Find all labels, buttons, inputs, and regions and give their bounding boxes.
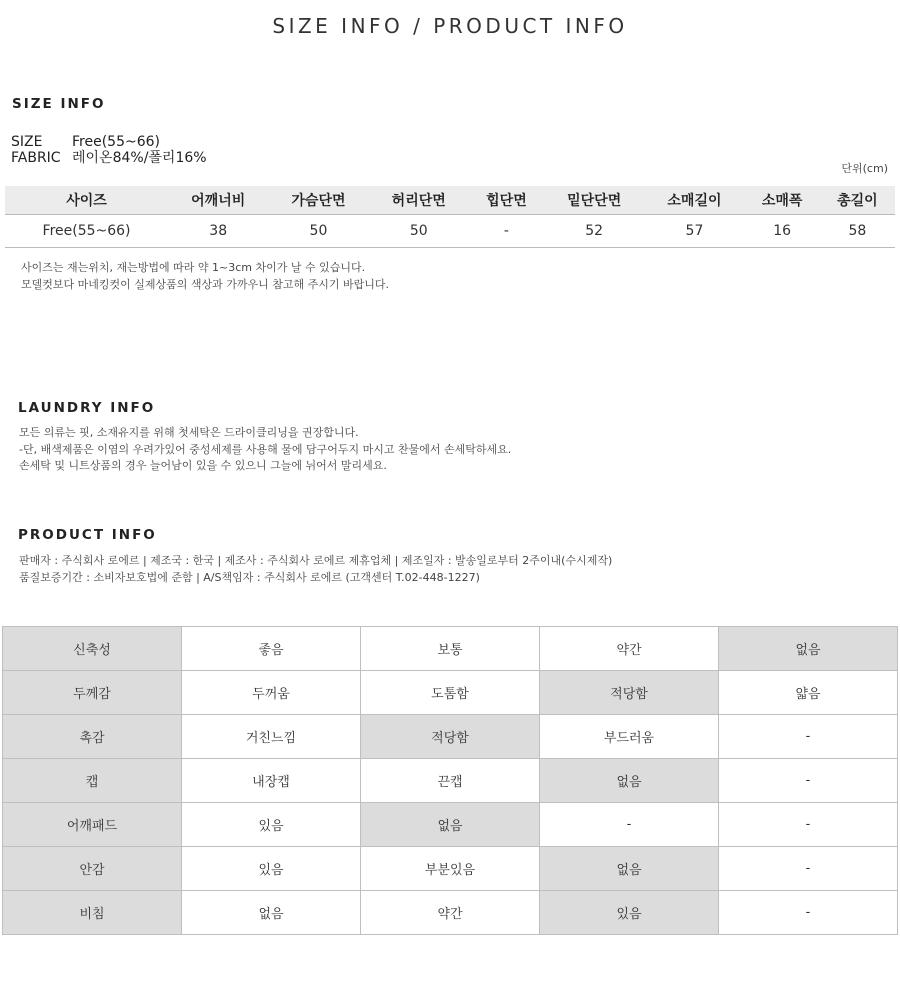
- size-row: [11, 134, 160, 150]
- attribute-option-selected: 적당함: [361, 715, 540, 759]
- size-header-cell: 허리단면: [369, 186, 469, 215]
- attribute-option: -: [719, 891, 898, 935]
- attribute-table-body: [3, 627, 898, 935]
- size-cell: 52: [544, 215, 644, 248]
- size-table-header: [5, 186, 895, 215]
- attribute-option: 없음: [182, 891, 361, 935]
- size-table-body: [5, 215, 895, 248]
- product-line: 품질보증기간 : 소비자보호법에 준함 | A/S책임자 : 주식회사 로에르 (고객센터 T.02-448-1227): [19, 570, 480, 584]
- laundry-line: 손세탁 및 니트상품의 경우 늘어남이 있을 수 있으니 그늘에 뉘어서 말리세요.: [19, 459, 387, 472]
- laundry-line: 모든 의류는 핏, 소재유지를 위해 첫세탁은 드라이클리닝을 권장합니다.: [19, 426, 359, 439]
- attribute-label: 캡: [3, 759, 182, 803]
- size-header-cell: 소매폭: [745, 186, 820, 215]
- attribute-option: 보통: [361, 627, 540, 671]
- size-cell: 50: [268, 215, 368, 248]
- attribute-option: -: [719, 847, 898, 891]
- attribute-option: 내장캡: [182, 759, 361, 803]
- size-cell: 57: [644, 215, 744, 248]
- size-note: 사이즈는 재는위치, 재는방법에 따라 약 1~3cm 차이가 날 수 있습니다.: [21, 261, 366, 274]
- attribute-option-selected: 없음: [719, 627, 898, 671]
- attribute-option: -: [719, 715, 898, 759]
- attribute-label: 어깨패드: [3, 803, 182, 847]
- attribute-option: 얇음: [719, 671, 898, 715]
- attribute-option: 두꺼움: [182, 671, 361, 715]
- product-line: 판매자 : 주식회사 로에르 | 제조국 : 한국 | 제조사 : 주식회사 로에르 제휴업체 | 제조일자 : 발송일로부터 2주이내(수시제작): [19, 554, 613, 567]
- size-header-cell: 밑단단면: [544, 186, 644, 215]
- size-header-cell: 가슴단면: [268, 186, 368, 215]
- attribute-option-selected: 없음: [540, 847, 719, 891]
- size-header-cell: 소매길이: [644, 186, 744, 215]
- attribute-option: 부드러움: [540, 715, 719, 759]
- attribute-row: [3, 847, 898, 891]
- size-table-row: [5, 215, 895, 248]
- laundry-line: -단, 배색제품은 이염의 우려가있어 중성세제를 사용해 물에 담구어두지 마시고 찬물에서 손세탁하세요.: [19, 442, 512, 456]
- attribute-option: 도톰함: [361, 671, 540, 715]
- size-cell: Free(55~66): [5, 215, 168, 248]
- attribute-row: [3, 891, 898, 935]
- attribute-label: 두께감: [3, 671, 182, 715]
- size-note: 모델컷보다 마네킹컷이 실제상품의 색상과 가까우니 참고해 주시기 바랍니다.: [21, 277, 390, 291]
- attribute-label: 신축성: [3, 627, 182, 671]
- product-info-heading: PRODUCT INFO: [18, 527, 157, 543]
- attribute-option-selected: 없음: [540, 759, 719, 803]
- unit-label: 단위(cm): [841, 162, 888, 175]
- size-header-cell: 어깨너비: [168, 186, 268, 215]
- attribute-row: [3, 803, 898, 847]
- size-cell: -: [469, 215, 544, 248]
- fabric-label: FABRIC: [11, 150, 61, 166]
- size-notes: [21, 260, 389, 293]
- attribute-label: 촉감: [3, 715, 182, 759]
- attribute-option-selected: 없음: [361, 803, 540, 847]
- laundry-info-heading: LAUNDRY INFO: [18, 400, 156, 416]
- size-cell: 58: [820, 215, 895, 248]
- size-cell: 16: [745, 215, 820, 248]
- size-header-cell: 힙단면: [469, 186, 544, 215]
- attribute-row: [3, 715, 898, 759]
- size-info-heading: SIZE INFO: [12, 96, 106, 112]
- attribute-table: [2, 626, 898, 935]
- attribute-row: [3, 671, 898, 715]
- size-table: [5, 186, 895, 248]
- attribute-label: 비침: [3, 891, 182, 935]
- attribute-option: 좋음: [182, 627, 361, 671]
- size-header-cell: 총길이: [820, 186, 895, 215]
- attribute-label: 안감: [3, 847, 182, 891]
- product-lines: [19, 553, 612, 586]
- size-label: SIZE: [11, 134, 43, 150]
- attribute-option: -: [719, 803, 898, 847]
- attribute-option: -: [719, 759, 898, 803]
- attribute-option: 부분있음: [361, 847, 540, 891]
- attribute-option-selected: 있음: [540, 891, 719, 935]
- attribute-option: 약간: [540, 627, 719, 671]
- attribute-option: 거친느낌: [182, 715, 361, 759]
- size-value: Free(55~66): [72, 134, 160, 150]
- laundry-lines: [19, 425, 511, 475]
- attribute-row: [3, 627, 898, 671]
- attribute-row: [3, 759, 898, 803]
- size-cell: 38: [168, 215, 268, 248]
- attribute-option: 끈캡: [361, 759, 540, 803]
- attribute-option: 약간: [361, 891, 540, 935]
- page-title: SIZE INFO / PRODUCT INFO: [272, 14, 628, 38]
- fabric-value: 레이온84%/폴리16%: [72, 150, 207, 166]
- size-header-cell: 사이즈: [5, 186, 168, 215]
- attribute-option: 있음: [182, 803, 361, 847]
- attribute-option-selected: 적당함: [540, 671, 719, 715]
- size-cell: 50: [369, 215, 469, 248]
- attribute-option: 있음: [182, 847, 361, 891]
- attribute-option: -: [540, 803, 719, 847]
- fabric-row: [11, 150, 207, 166]
